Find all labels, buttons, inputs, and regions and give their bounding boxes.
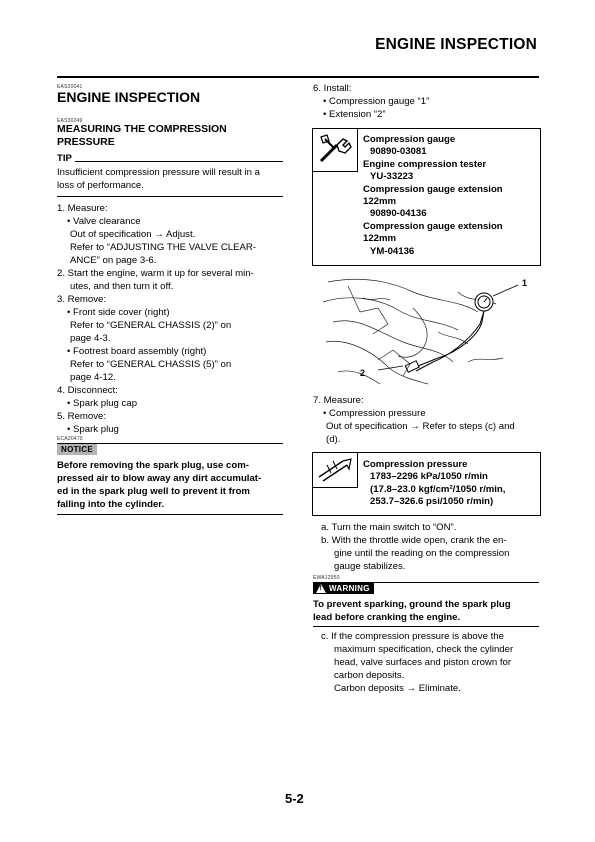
subsection-title-line: PRESSURE: [57, 136, 115, 148]
tip-label: TIP: [57, 153, 72, 164]
callout-2: 2: [360, 368, 366, 378]
sub-step-line: c. If the compression pressure is above the: [321, 631, 504, 642]
step-item: Out of specification → Adjust.: [70, 229, 196, 240]
measure-line: Out of specification → Refer to steps (c) and: [326, 421, 515, 432]
step-item: • Valve clearance: [67, 216, 141, 227]
tool-name: Compression gauge extension: [363, 220, 503, 232]
page-header-title: ENGINE INSPECTION: [375, 36, 537, 53]
subsection-title: [57, 123, 227, 149]
page-number: 5-2: [285, 791, 304, 806]
spec-value: 253.7–326.6 psi/1050 r/min): [370, 496, 494, 508]
measure-line: • Compression pressure: [323, 408, 426, 419]
subsection-title-line: MEASURING THE COMPRESSION: [57, 123, 227, 135]
tool-name: Engine compression tester: [363, 158, 487, 170]
notice-badge: NOTICE: [57, 444, 97, 455]
step-item: 3. Remove:: [57, 294, 107, 305]
install-step: [313, 82, 429, 121]
warning-line: To prevent sparking, ground the spark plug: [313, 599, 511, 610]
sub-steps-ab: [321, 521, 509, 573]
step-item: • Front side cover (right): [67, 307, 170, 318]
tool-name: Compression gauge extension: [363, 183, 503, 195]
step-item: • Footrest board assembly (right): [67, 346, 207, 357]
sub-step-line: maximum specification, check the cylinder: [334, 644, 514, 655]
sub-step-line: head, valve surfaces and piston crown for: [334, 657, 512, 668]
sub-step-line: carbon deposits.: [334, 670, 405, 681]
callout-1: 1: [522, 278, 528, 288]
subsection-code: EAS30249: [57, 118, 83, 124]
tool-list: [363, 134, 503, 258]
step-item: • Spark plug cap: [67, 398, 138, 409]
procedure-steps: [57, 202, 256, 436]
spec-icon-cell: [313, 453, 358, 488]
section-title: ENGINE INSPECTION: [57, 89, 201, 105]
step-item: 2. Start the engine, warm it up for several min-: [57, 268, 254, 279]
warning-label: WARNING: [329, 584, 370, 593]
special-tool-box: [312, 128, 541, 266]
engine-illustration: [318, 272, 540, 390]
compression-gauge-illustration: [318, 272, 540, 390]
spec-list: [363, 459, 505, 509]
warning-badge: [313, 583, 374, 594]
tip-line: loss of performance.: [57, 180, 144, 191]
caliper-spec-icon: [313, 453, 357, 487]
step-item: Refer to “GENERAL CHASSIS (2)” on: [70, 320, 232, 331]
sub-step-line: gine until the reading on the compression: [334, 548, 510, 559]
section-code: EAS20041: [57, 84, 83, 90]
install-line: • Compression gauge “1”: [323, 96, 430, 107]
notice-line: Before removing the spark plug, use com-: [57, 460, 249, 471]
sub-step-line: a. Turn the main switch to “ON”.: [321, 522, 457, 533]
step-item: utes, and then turn it off.: [70, 281, 174, 292]
step-item: 1. Measure:: [57, 203, 108, 214]
specification-box: [312, 452, 541, 516]
step-item: 5. Remove:: [57, 411, 107, 422]
measure-line: 7. Measure:: [313, 395, 364, 406]
warning-text: [313, 598, 511, 624]
tip-heading: [57, 152, 283, 165]
step-item: page 4-12.: [70, 372, 116, 383]
tip-line: Insufficient compression pressure will result in a: [57, 167, 260, 178]
install-line: • Extension “2”: [323, 109, 386, 120]
tool-icon-cell: [313, 129, 358, 172]
tool-number: YM-04136: [370, 245, 415, 257]
step-item: Refer to “ADJUSTING THE VALVE CLEAR-: [70, 242, 257, 253]
measure-step: [313, 394, 515, 446]
warning-code: EWA12950: [313, 575, 340, 581]
step-item: Refer to “GENERAL CHASSIS (5)” on: [70, 359, 232, 370]
sub-step-line: b. With the throttle wide open, crank the en-: [321, 535, 507, 546]
tip-end-rule: [57, 196, 283, 197]
notice-line: pressed air to blow away any dirt accumulat-: [57, 473, 262, 484]
notice-code: ECA20470: [57, 436, 83, 442]
step-item: page 4-3.: [70, 333, 111, 344]
step-item: • Spark plug: [67, 424, 119, 435]
warning-line: lead before cranking the engine.: [313, 612, 461, 623]
spec-name: Compression pressure: [363, 459, 468, 470]
tool-number: YU-33223: [370, 171, 414, 183]
step-item: ANCE” on page 3-6.: [70, 255, 157, 266]
tool-name: Compression gauge: [363, 134, 456, 145]
tool-name: 122mm: [363, 196, 397, 208]
tool-name: 122mm: [363, 233, 397, 245]
measure-line: (d).: [326, 434, 341, 445]
notice-line: ed in the spark plug well to prevent it from: [57, 486, 250, 497]
wrench-tool-icon: [313, 129, 357, 171]
notice-bottom-rule: [57, 514, 283, 515]
sub-step-line: Carbon deposits → Eliminate.: [334, 683, 461, 694]
warning-triangle-icon: !: [316, 584, 326, 593]
tool-number: 90890-04136: [370, 208, 427, 220]
sub-step-c: [321, 630, 513, 695]
tip-rule: [75, 161, 283, 162]
tool-number: 90890-03081: [370, 146, 427, 158]
tip-text: [57, 166, 260, 192]
notice-line: falling into the cylinder.: [57, 499, 165, 510]
install-line: 6. Install:: [313, 83, 352, 94]
header-rule: [57, 76, 539, 78]
step-item: 4. Disconnect:: [57, 385, 118, 396]
spec-value: (17.8–23.0 kgf/cm²/1050 r/min,: [370, 483, 506, 495]
sub-step-line: gauge stabilizes.: [334, 561, 406, 572]
warning-bottom-rule: [313, 626, 539, 627]
notice-text: [57, 459, 261, 511]
spec-value: 1783–2296 kPa/1050 r/min: [370, 471, 488, 483]
